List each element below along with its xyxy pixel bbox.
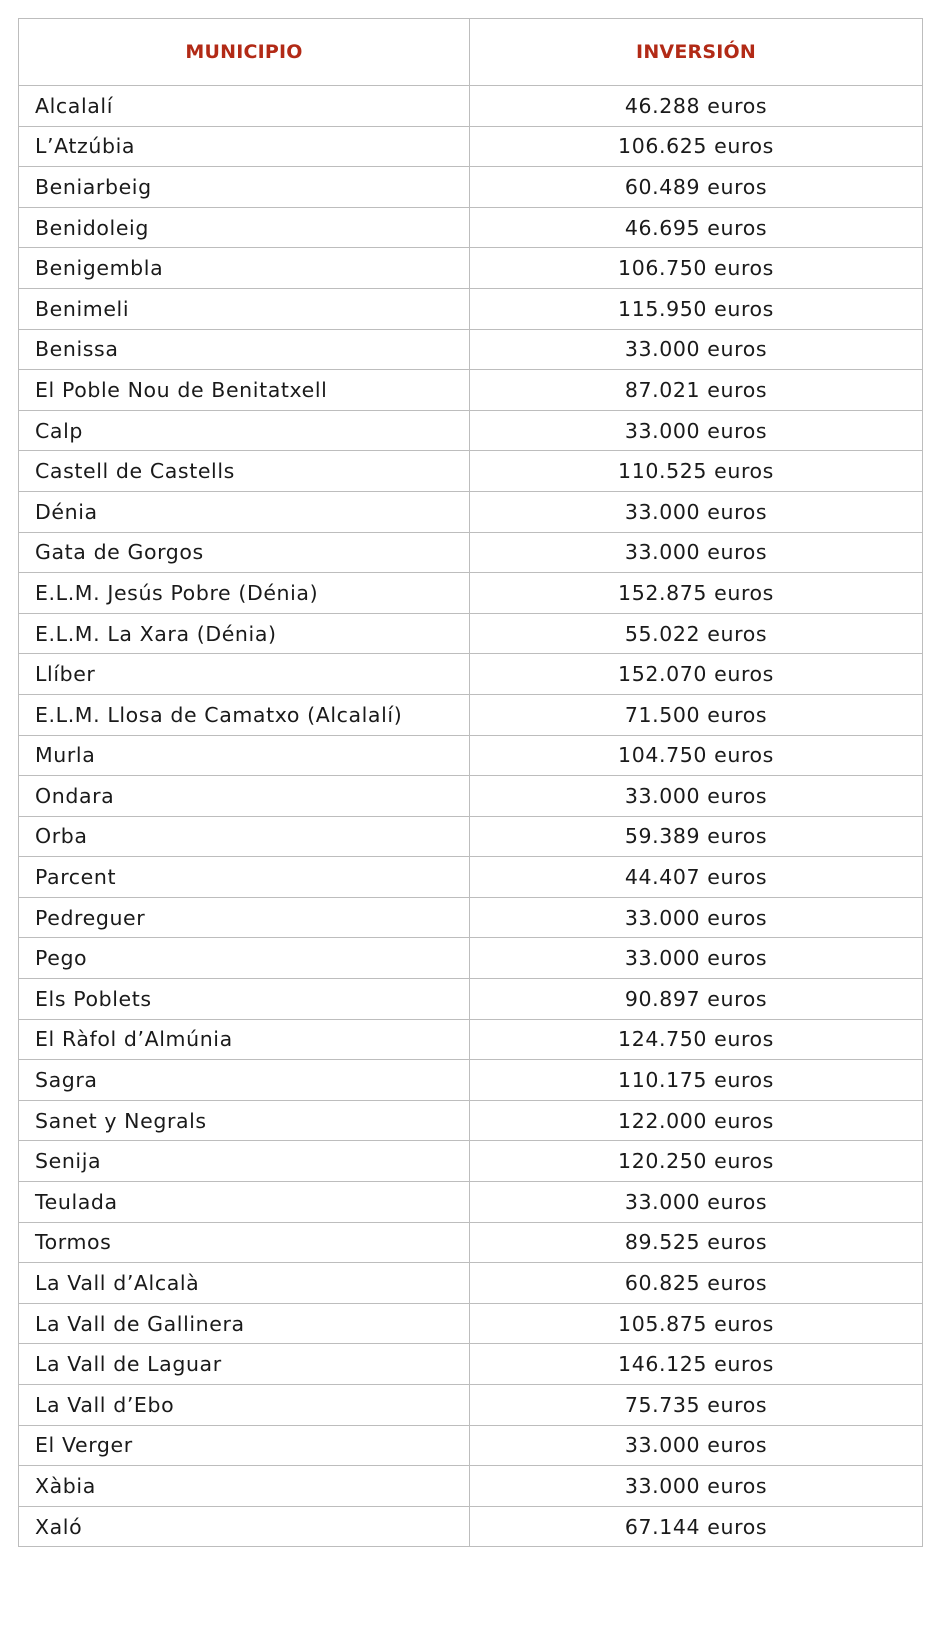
inversion-cell: 105.875 euros <box>470 1303 923 1344</box>
inversion-cell: 33.000 euros <box>470 897 923 938</box>
municipio-cell: Beniarbeig <box>19 167 470 208</box>
municipio-cell: E.L.M. La Xara (Dénia) <box>19 613 470 654</box>
municipio-cell: La Vall d’Ebo <box>19 1385 470 1426</box>
inversion-cell: 33.000 euros <box>470 776 923 817</box>
table-row <box>19 288 923 329</box>
municipio-cell: La Vall de Gallinera <box>19 1303 470 1344</box>
municipio-cell: Tormos <box>19 1222 470 1263</box>
inversion-cell: 44.407 euros <box>470 857 923 898</box>
table-row <box>19 1222 923 1263</box>
inversion-cell: 106.750 euros <box>470 248 923 289</box>
column-header-municipio: MUNICIPIO <box>19 19 470 86</box>
column-header-inversion: INVERSIÓN <box>470 19 923 86</box>
table-row <box>19 451 923 492</box>
municipio-cell: Llíber <box>19 654 470 695</box>
municipio-cell: El Verger <box>19 1425 470 1466</box>
inversion-cell: 152.070 euros <box>470 654 923 695</box>
inversion-cell: 120.250 euros <box>470 1141 923 1182</box>
table-row <box>19 329 923 370</box>
inversion-cell: 89.525 euros <box>470 1222 923 1263</box>
header-row <box>19 19 923 86</box>
table-row <box>19 1385 923 1426</box>
municipio-cell: L’Atzúbia <box>19 126 470 167</box>
table-row <box>19 1019 923 1060</box>
table-row <box>19 491 923 532</box>
inversion-cell: 146.125 euros <box>470 1344 923 1385</box>
table-header <box>19 19 923 86</box>
municipio-cell: El Ràfol d’Almúnia <box>19 1019 470 1060</box>
table-row <box>19 410 923 451</box>
municipio-cell: Benimeli <box>19 288 470 329</box>
table-row <box>19 857 923 898</box>
municipio-cell: Benissa <box>19 329 470 370</box>
municipio-cell: La Vall d’Alcalà <box>19 1263 470 1304</box>
inversion-cell: 75.735 euros <box>470 1385 923 1426</box>
municipio-cell: Els Poblets <box>19 979 470 1020</box>
municipio-cell: Calp <box>19 410 470 451</box>
table-row <box>19 776 923 817</box>
inversion-cell: 71.500 euros <box>470 694 923 735</box>
table-row <box>19 1425 923 1466</box>
inversion-cell: 106.625 euros <box>470 126 923 167</box>
municipio-cell: Dénia <box>19 491 470 532</box>
table-row <box>19 1344 923 1385</box>
municipio-cell: Benigembla <box>19 248 470 289</box>
municipio-cell: Sanet y Negrals <box>19 1100 470 1141</box>
table-row <box>19 1263 923 1304</box>
municipio-cell: La Vall de Laguar <box>19 1344 470 1385</box>
table-row <box>19 167 923 208</box>
municipio-cell: Sagra <box>19 1060 470 1101</box>
inversion-cell: 46.695 euros <box>470 207 923 248</box>
municipio-cell: Benidoleig <box>19 207 470 248</box>
table-row <box>19 1303 923 1344</box>
municipio-cell: Pego <box>19 938 470 979</box>
table-row <box>19 613 923 654</box>
municipio-cell: Xaló <box>19 1506 470 1547</box>
investment-table <box>18 18 923 1547</box>
inversion-cell: 110.175 euros <box>470 1060 923 1101</box>
inversion-cell: 60.489 euros <box>470 167 923 208</box>
municipio-cell: E.L.M. Llosa de Camatxo (Alcalalí) <box>19 694 470 735</box>
table-row <box>19 573 923 614</box>
table-body <box>19 86 923 1547</box>
table-row <box>19 1141 923 1182</box>
inversion-cell: 59.389 euros <box>470 816 923 857</box>
table-row <box>19 207 923 248</box>
inversion-cell: 33.000 euros <box>470 410 923 451</box>
table-row <box>19 532 923 573</box>
inversion-cell: 90.897 euros <box>470 979 923 1020</box>
inversion-cell: 87.021 euros <box>470 370 923 411</box>
inversion-cell: 46.288 euros <box>470 86 923 127</box>
table-row <box>19 938 923 979</box>
table-row <box>19 86 923 127</box>
table-row <box>19 370 923 411</box>
municipio-cell: Ondara <box>19 776 470 817</box>
municipio-cell: Gata de Gorgos <box>19 532 470 573</box>
inversion-cell: 104.750 euros <box>470 735 923 776</box>
municipio-cell: Murla <box>19 735 470 776</box>
municipio-cell: E.L.M. Jesús Pobre (Dénia) <box>19 573 470 614</box>
table-row <box>19 1060 923 1101</box>
municipio-cell: Castell de Castells <box>19 451 470 492</box>
municipio-cell: Alcalalí <box>19 86 470 127</box>
inversion-cell: 55.022 euros <box>470 613 923 654</box>
table-row <box>19 735 923 776</box>
table-row <box>19 1100 923 1141</box>
inversion-cell: 33.000 euros <box>470 1466 923 1507</box>
inversion-cell: 33.000 euros <box>470 491 923 532</box>
inversion-cell: 33.000 euros <box>470 329 923 370</box>
municipio-cell: Pedreguer <box>19 897 470 938</box>
table-row <box>19 126 923 167</box>
municipio-cell: Parcent <box>19 857 470 898</box>
table-row <box>19 694 923 735</box>
inversion-cell: 67.144 euros <box>470 1506 923 1547</box>
inversion-cell: 115.950 euros <box>470 288 923 329</box>
municipio-cell: Xàbia <box>19 1466 470 1507</box>
inversion-cell: 152.875 euros <box>470 573 923 614</box>
table-row <box>19 1182 923 1223</box>
inversion-cell: 33.000 euros <box>470 532 923 573</box>
table-row <box>19 1466 923 1507</box>
table-row <box>19 979 923 1020</box>
table-row <box>19 1506 923 1547</box>
inversion-cell: 122.000 euros <box>470 1100 923 1141</box>
inversion-cell: 124.750 euros <box>470 1019 923 1060</box>
municipio-cell: Orba <box>19 816 470 857</box>
investment-table-container <box>18 18 922 1547</box>
municipio-cell: El Poble Nou de Benitatxell <box>19 370 470 411</box>
inversion-cell: 33.000 euros <box>470 1182 923 1223</box>
inversion-cell: 33.000 euros <box>470 1425 923 1466</box>
table-row <box>19 816 923 857</box>
inversion-cell: 110.525 euros <box>470 451 923 492</box>
inversion-cell: 60.825 euros <box>470 1263 923 1304</box>
table-row <box>19 897 923 938</box>
municipio-cell: Senija <box>19 1141 470 1182</box>
table-row <box>19 654 923 695</box>
municipio-cell: Teulada <box>19 1182 470 1223</box>
table-row <box>19 248 923 289</box>
inversion-cell: 33.000 euros <box>470 938 923 979</box>
